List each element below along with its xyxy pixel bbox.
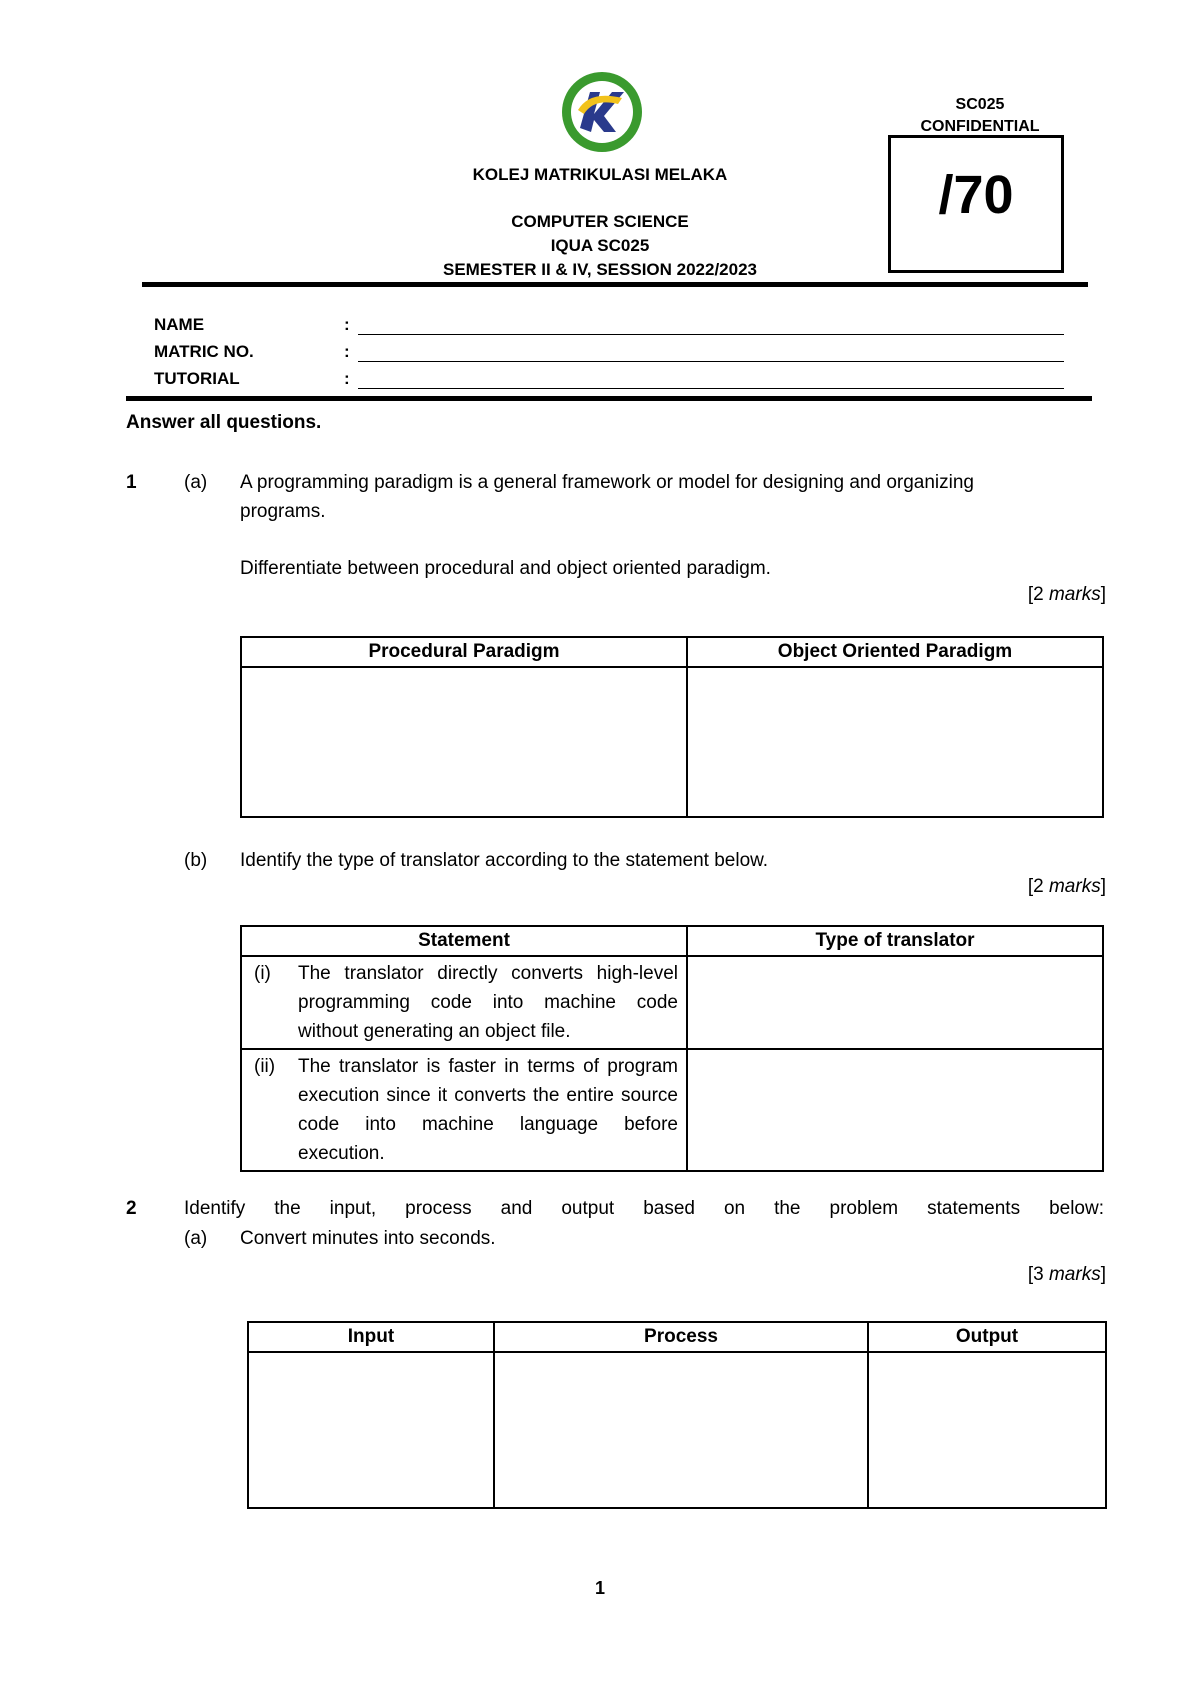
matric-colon: : (344, 342, 350, 361)
statement-num: (i) (254, 963, 271, 984)
college-logo (560, 70, 644, 154)
table-row (241, 956, 687, 1049)
q1b-translator-table (240, 925, 1104, 1172)
q1b-label: (b) (184, 850, 208, 871)
tutorial-label: TUTORIAL (154, 369, 240, 388)
q2-number: 2 (126, 1198, 137, 1219)
q2-text: Identify the input, process and output based on the problem statements below: (184, 1198, 1104, 1219)
classification: CONFIDENTIAL (920, 118, 1040, 135)
q1b-marks: [2 marks] (1027, 876, 1106, 897)
q1-number: 1 (126, 472, 137, 493)
q2a-answer-input[interactable] (248, 1352, 494, 1508)
statement-text: The translator directly converts high-level programming code into machine code without generating an object file. (298, 963, 678, 1042)
q1a-answer-table (240, 636, 1104, 818)
name-colon: : (344, 315, 350, 334)
statement-text: The translator is faster in terms of program execution since it converts the entire source code into machine language before execution. (298, 1056, 678, 1164)
q1b-header-type: Type of translator (687, 926, 1103, 956)
total-marks: /70 (938, 165, 1014, 225)
matric-field[interactable] (358, 361, 1064, 362)
q1a-marks: [2 marks] (1027, 584, 1106, 605)
score-box (888, 135, 1064, 273)
page-number: 1 (594, 1578, 605, 1598)
statement-num: (ii) (254, 1056, 276, 1077)
q1a-question: Differentiate between procedural and object oriented paradigm. (240, 558, 771, 579)
q1b-answer-ii[interactable] (687, 1049, 1103, 1171)
instructions: Answer all questions. (126, 412, 322, 433)
q1b-marks-num: 2 (1033, 876, 1044, 897)
q1a-text-line1: A programming paradigm is a general framework or model for designing and organizing (240, 472, 974, 493)
q1b-header-statement: Statement (241, 926, 687, 956)
q2a-ipo-table (247, 1321, 1107, 1509)
q1a-marks-word: marks (1048, 584, 1101, 605)
q2a-label: (a) (184, 1228, 208, 1249)
matric-label: MATRIC NO. (154, 342, 254, 361)
semester-session: SEMESTER II & IV, SESSION 2022/2023 (442, 260, 758, 279)
q2a-header-process: Process (494, 1322, 868, 1352)
q1b-marks-word: marks (1048, 876, 1101, 897)
q2a-marks-word: marks (1048, 1264, 1101, 1285)
name-field[interactable] (358, 334, 1064, 335)
q1a-answer-procedural[interactable] (241, 667, 687, 817)
q2a-marks: [3 marks] (1027, 1264, 1106, 1285)
header-rule (142, 282, 1088, 287)
q2a-marks-num: 3 (1033, 1264, 1044, 1285)
subject-name: COMPUTER SCIENCE (511, 212, 689, 231)
info-rule (126, 396, 1092, 401)
q1a-marks-num: 2 (1033, 584, 1044, 605)
q1a-text-line2: programs. (240, 501, 326, 522)
assessment-name: IQUA SC025 (550, 236, 650, 255)
q2a-answer-output[interactable] (868, 1352, 1106, 1508)
q2a-header-output: Output (868, 1322, 1106, 1352)
q1b-answer-i[interactable] (687, 956, 1103, 1049)
q2a-text: Convert minutes into seconds. (240, 1228, 496, 1249)
name-label: NAME (154, 315, 205, 334)
institution-name: KOLEJ MATRIKULASI MELAKA (472, 165, 728, 184)
q1a-answer-oop[interactable] (687, 667, 1103, 817)
tutorial-colon: : (344, 369, 350, 388)
tutorial-field[interactable] (358, 388, 1064, 389)
q1b-text: Identify the type of translator according to the statement below. (240, 850, 769, 871)
q2a-answer-process[interactable] (494, 1352, 868, 1508)
course-code: SC025 (955, 96, 1005, 113)
course-code-block (900, 94, 1060, 138)
q2a-header-input: Input (248, 1322, 494, 1352)
table-row (241, 1049, 687, 1171)
q1a-header-procedural: Procedural Paradigm (241, 637, 687, 667)
q1a-header-oop: Object Oriented Paradigm (687, 637, 1103, 667)
q1a-label: (a) (184, 472, 208, 493)
q1a-text (240, 468, 1100, 526)
